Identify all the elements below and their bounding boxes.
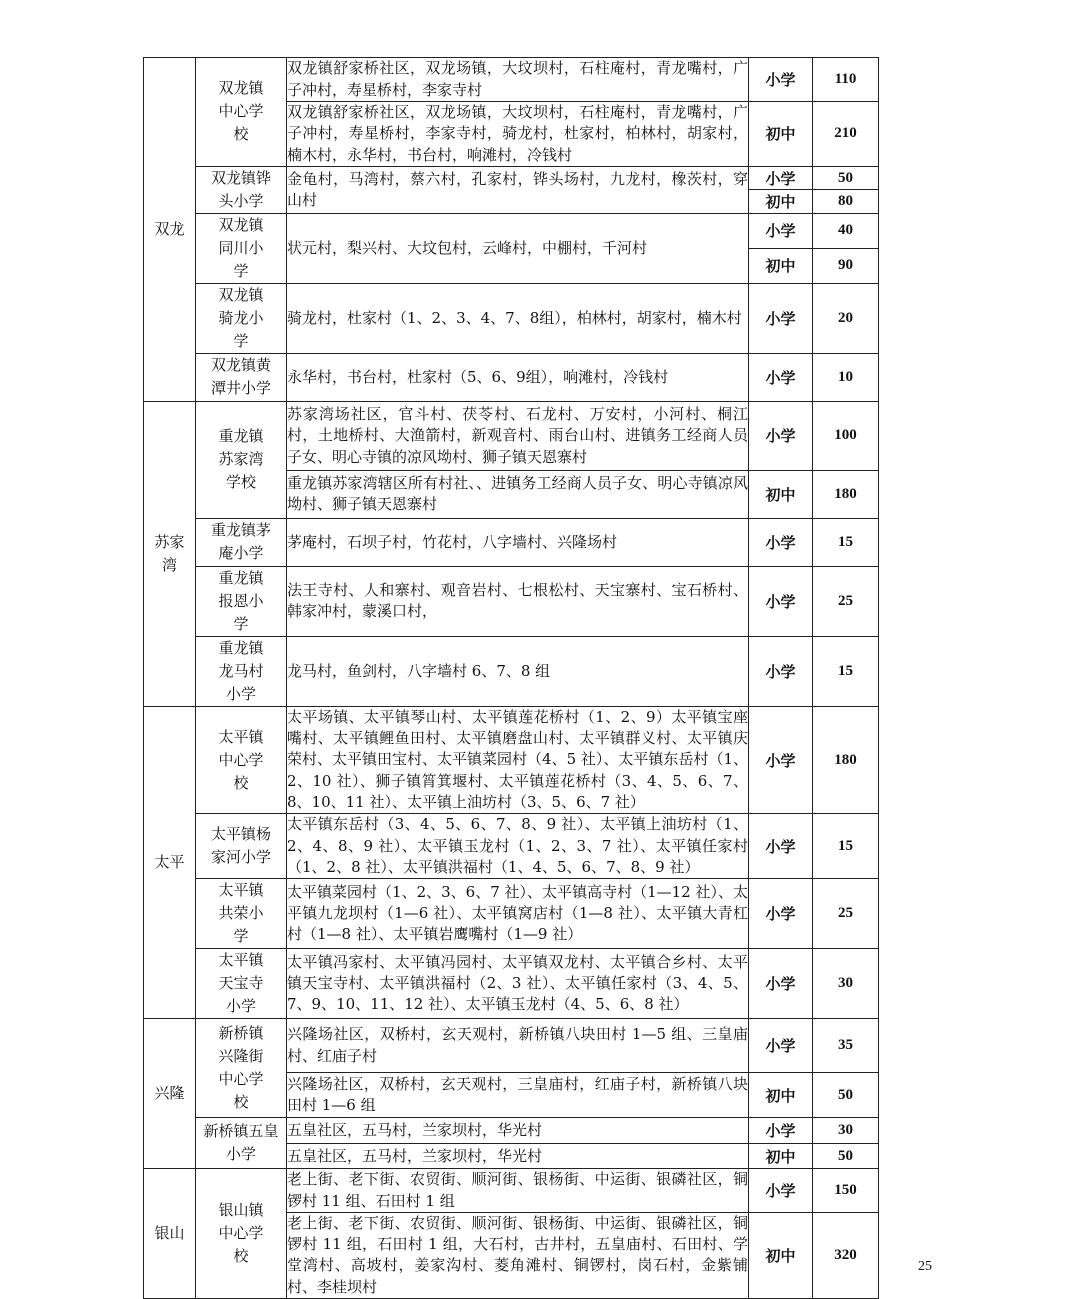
school-level-cell: 初中 [749, 1212, 813, 1298]
school-level-cell: 小学 [749, 706, 813, 813]
quota-cell: 25 [813, 566, 879, 636]
table-row [144, 1019, 879, 1073]
school-level-cell: 小学 [749, 58, 813, 102]
table-row [144, 636, 879, 706]
quota-cell: 100 [813, 401, 879, 470]
school-level-cell: 小学 [749, 518, 813, 566]
school-level-cell: 小学 [749, 353, 813, 401]
quota-cell: 150 [813, 1169, 879, 1213]
table-body [144, 58, 879, 1299]
enrollment-table [143, 57, 879, 1299]
table-row [144, 814, 879, 879]
enrollment-range-cell: 兴隆场社区，双桥村，玄天观村，新桥镇八块田村 1—5 组、三皇庙村、红庙子村 [287, 1019, 749, 1073]
table-row [144, 706, 879, 813]
enrollment-range-cell: 五皇社区，五马村，兰家坝村，华光村 [287, 1144, 749, 1169]
quota-cell: 50 [813, 1144, 879, 1169]
table-row [144, 949, 879, 1019]
quota-cell: 40 [813, 213, 879, 248]
school-name-cell: 重龙镇 苏家湾 学校 [196, 401, 287, 518]
enrollment-range-cell: 骑龙村，杜家村（1、2、3、4、7、8组），柏林村，胡家村，楠木村 [287, 283, 749, 353]
quota-cell: 320 [813, 1212, 879, 1298]
enrollment-range-cell: 太平镇冯家村、太平镇冯园村、太平镇双龙村、太平镇合乡村、太平镇天宝寺村、太平镇洪福村（2、3 社）、太平镇任家村（3、4、5、7、9、10、11、12 社）、太平镇玉龙村（4、5、6、8 社） [287, 949, 749, 1019]
quota-cell: 90 [813, 248, 879, 283]
enrollment-range-cell: 五皇社区，五马村，兰家坝村，华光村 [287, 1118, 749, 1144]
school-name-cell: 重龙镇 龙马村 小学 [196, 636, 287, 706]
enrollment-range-cell: 重龙镇苏家湾辖区所有村社、、进镇务工经商人员子女、明心寺镇凉风坳村、狮子镇天恩寨村 [287, 470, 749, 518]
table-row [144, 566, 879, 636]
enrollment-range-cell: 太平场镇、太平镇琴山村、太平镇莲花桥村（1、2、9）太平镇宝座嘴村、太平镇鲤鱼田村、太平镇磨盘山村、太平镇群义村、太平镇庆荣村、太平镇田宝村、太平镇菜园村（4、5 社）、太平镇东岳村（1、2、10 社）、狮子镇筲箕堰村、太平镇莲花桥村（3、4、5、6、7、8、10、11 社）、太平镇上油坊村（3、5、6、7 社） [287, 706, 749, 813]
school-name-cell: 新桥镇五皇 小学 [196, 1118, 287, 1169]
school-name-cell: 太平镇杨 家河小学 [196, 814, 287, 879]
area-name-cell: 苏家 湾 [144, 401, 196, 706]
school-name-cell: 太平镇 天宝寺 小学 [196, 949, 287, 1019]
table-row [144, 213, 879, 248]
school-level-cell: 小学 [749, 166, 813, 190]
table-row [144, 58, 879, 102]
quota-cell: 10 [813, 353, 879, 401]
enrollment-range-cell: 双龙镇舒家桥社区，双龙场镇，大坟坝村，石柱庵村，青龙嘴村，广子冲村，寿星桥村，李家寺村，骑龙村，杜家村，柏林村，胡家村，楠木村，永华村，书台村，响滩村，冷钱村 [287, 102, 749, 167]
table-row [144, 1118, 879, 1144]
table-row [144, 283, 879, 353]
quota-cell: 50 [813, 1073, 879, 1118]
school-level-cell: 小学 [749, 213, 813, 248]
quota-cell: 210 [813, 102, 879, 167]
quota-cell: 180 [813, 470, 879, 518]
school-level-cell: 小学 [749, 401, 813, 470]
enrollment-range-cell: 苏家湾场社区，官斗村、茯苓村、石龙村、万安村，小河村、桐江村，土地桥村、大渔箭村，新观音村、雨台山村、进镇务工经商人员子女、明心寺镇的凉风坳村、狮子镇天恩寨村 [287, 401, 749, 470]
school-name-cell: 重龙镇 报恩小 学 [196, 566, 287, 636]
table-row [144, 353, 879, 401]
quota-cell: 35 [813, 1019, 879, 1073]
school-level-cell: 初中 [749, 190, 813, 214]
area-name-cell: 银山 [144, 1169, 196, 1299]
enrollment-range-cell: 金龟村，马湾村，蔡六村，孔家村，铧头场村，九龙村，橡茨村，穿山村 [287, 166, 749, 213]
enrollment-range-cell: 老上街、老下街、农贸街、顺河街、银杨街、中运街、银磷社区，铜锣村 11 组、石田村 1 组 [287, 1169, 749, 1213]
school-level-cell: 初中 [749, 102, 813, 167]
table-row [144, 166, 879, 190]
area-name-cell: 兴隆 [144, 1019, 196, 1169]
quota-cell: 180 [813, 706, 879, 813]
quota-cell: 15 [813, 814, 879, 879]
school-level-cell: 初中 [749, 1073, 813, 1118]
enrollment-range-cell: 茅庵村，石坝子村，竹花村，八字墙村、兴隆场村 [287, 518, 749, 566]
school-name-cell: 重龙镇茅 庵小学 [196, 518, 287, 566]
area-name-cell: 双龙 [144, 58, 196, 402]
school-name-cell: 双龙镇黄 潭井小学 [196, 353, 287, 401]
enrollment-range-cell: 兴隆场社区，双桥村，玄天观村，三皇庙村，红庙子村，新桥镇八块田村 1—6 组 [287, 1073, 749, 1118]
school-level-cell: 小学 [749, 814, 813, 879]
quota-cell: 25 [813, 879, 879, 949]
enrollment-range-cell: 法王寺村、人和寨村、观音岩村、七根松村、天宝寨村、宝石桥村、韩家冲村，蒙溪口村， [287, 566, 749, 636]
page-number: 25 [918, 1259, 932, 1274]
school-level-cell: 初中 [749, 1144, 813, 1169]
school-name-cell: 双龙镇铧 头小学 [196, 166, 287, 213]
table-row [144, 518, 879, 566]
school-level-cell: 初中 [749, 470, 813, 518]
school-name-cell: 新桥镇 兴隆街 中心学 校 [196, 1019, 287, 1118]
school-level-cell: 小学 [749, 1169, 813, 1213]
school-level-cell: 小学 [749, 636, 813, 706]
school-level-cell: 小学 [749, 1118, 813, 1144]
school-level-cell: 初中 [749, 248, 813, 283]
school-level-cell: 小学 [749, 283, 813, 353]
school-level-cell: 小学 [749, 1019, 813, 1073]
quota-cell: 15 [813, 636, 879, 706]
school-name-cell: 太平镇 中心学 校 [196, 706, 287, 813]
school-level-cell: 小学 [749, 949, 813, 1019]
school-name-cell: 太平镇 共荣小 学 [196, 879, 287, 949]
school-name-cell: 双龙镇 骑龙小 学 [196, 283, 287, 353]
school-name-cell: 双龙镇 中心学 校 [196, 58, 287, 167]
quota-cell: 80 [813, 190, 879, 214]
table-row [144, 879, 879, 949]
enrollment-range-cell: 龙马村，鱼剑村，八字墙村 6、7、8 组 [287, 636, 749, 706]
school-name-cell: 银山镇 中心学 校 [196, 1169, 287, 1299]
quota-cell: 15 [813, 518, 879, 566]
enrollment-range-cell: 状元村，梨兴村、大坟包村，云峰村，中棚村，千河村 [287, 213, 749, 283]
quota-cell: 110 [813, 58, 879, 102]
enrollment-range-cell: 太平镇菜园村（1、2、3、6、7 社）、太平镇高寺村（1—12 社）、太平镇九龙坝村（1—6 社）、太平镇窝店村（1—8 社）、太平镇大青杠村（1—8 社）、太平镇岩鹰嘴村（1—9 社） [287, 879, 749, 949]
table-row [144, 1169, 879, 1213]
quota-cell: 30 [813, 1118, 879, 1144]
enrollment-range-cell: 太平镇东岳村（3、4、5、6、7、8、9 社）、太平镇上油坊村（1、2、4、8、9 社）、太平镇玉龙村（1、2、3、7 社）、太平镇任家村（1、2、8 社）、太平镇洪福村（1、4、5、6、7、8、9 社） [287, 814, 749, 879]
table-row [144, 401, 879, 470]
school-level-cell: 小学 [749, 566, 813, 636]
school-level-cell: 小学 [749, 879, 813, 949]
quota-cell: 20 [813, 283, 879, 353]
enrollment-range-cell: 永华村，书台村，杜家村（5、6、9组），响滩村，冷钱村 [287, 353, 749, 401]
school-name-cell: 双龙镇 同川小 学 [196, 213, 287, 283]
enrollment-range-cell: 双龙镇舒家桥社区，双龙场镇，大坟坝村，石柱庵村，青龙嘴村，广子冲村，寿星桥村，李家寺村 [287, 58, 749, 102]
quota-cell: 50 [813, 166, 879, 190]
enrollment-range-cell: 老上街、老下街、农贸街、顺河街、银杨街、中运街、银磷社区，铜锣村 11 组，石田村 1 组，大石村，古井村，五皇庙村、石田村、学堂湾村、高坡村，姜家沟村、菱角滩村、铜锣村，岗石村，金紫铺村、李桂坝村 [287, 1212, 749, 1298]
quota-cell: 30 [813, 949, 879, 1019]
area-name-cell: 太平 [144, 706, 196, 1018]
